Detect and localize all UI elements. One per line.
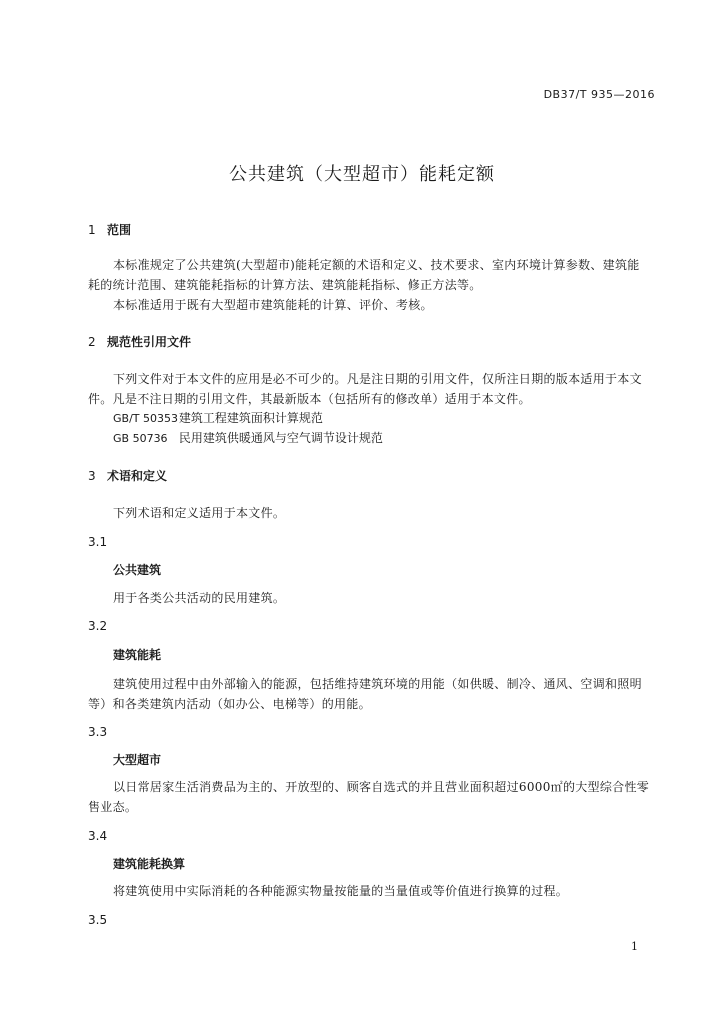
section-number: 3 (88, 469, 96, 483)
term-number: 3.1 (88, 535, 108, 549)
term-definition (88, 588, 656, 608)
paragraph-line: 耗的统计范围、建筑能耗指标的计算方法、建筑能耗指标、修正方法等。 (88, 278, 482, 292)
term-definition (88, 674, 656, 714)
paragraph-line: 下列术语和定义适用于本文件。 (113, 506, 286, 520)
paragraph-line: 本标准规定了公共建筑(大型超市)能耗定额的术语和定义、技术要求、室内环境计算参数、建筑能 (113, 258, 640, 272)
section-title: 范围 (107, 223, 132, 237)
term-definition (88, 777, 656, 817)
scope-paragraph (88, 255, 656, 315)
section-number: 1 (88, 223, 96, 237)
terms-intro (88, 503, 656, 523)
paragraph-line: 等）和各类建筑内活动（如办公、电梯等）的用能。 (88, 697, 371, 711)
paragraph-line: 件。凡是不注日期的引用文件，其最新版本（包括所有的修改单）适用于本文件。 (88, 392, 531, 406)
paragraph-line: 售业态。 (88, 800, 138, 814)
paragraph-line: 以日常居家生活消费品为主的、开放型的、顾客自选式的并且营业面积超过6000㎡的大型综合性零 (113, 780, 650, 794)
references-paragraph (88, 369, 656, 409)
standard-code: DB37/T 935—2016 (543, 88, 655, 101)
paragraph-line: 本标准适用于既有大型超市建筑能耗的计算、评价、考核。 (113, 298, 433, 312)
term-number: 3.5 (88, 913, 108, 927)
term-number: 3.2 (88, 619, 108, 633)
term-name: 公共建筑 (113, 563, 162, 577)
section-title: 规范性引用文件 (107, 335, 192, 349)
term-name: 建筑能耗 (113, 648, 162, 662)
reference-code: GB/T 50353 (113, 412, 178, 425)
reference-code: GB 50736 (113, 432, 168, 445)
paragraph-line: 下列文件对于本文件的应用是必不可少的。凡是注日期的引用文件，仅所注日期的版本适用于本文 (113, 372, 642, 386)
paragraph-line: 建筑使用过程中由外部输入的能源，包括维持建筑环境的用能（如供暖、制冷、通风、空调和照明 (113, 677, 642, 691)
term-name: 建筑能耗换算 (113, 857, 186, 871)
paragraph-line: 将建筑使用中实际消耗的各种能源实物量按能量的当量值或等价值进行换算的过程。 (113, 884, 569, 898)
term-number: 3.3 (88, 725, 108, 739)
document-title: 公共建筑（大型超市）能耗定额 (229, 164, 495, 185)
section-heading-normative-references (88, 333, 191, 350)
term-name: 大型超市 (113, 753, 162, 767)
section-title: 术语和定义 (107, 469, 168, 483)
section-number: 2 (88, 335, 96, 349)
reference-title: 建筑工程建筑面积计算规范 (178, 411, 323, 425)
section-heading-scope (88, 221, 131, 238)
reference-item (113, 409, 323, 426)
page-number: 1 (631, 940, 638, 953)
section-heading-terms-definitions (88, 467, 167, 484)
reference-item (113, 429, 383, 446)
term-definition (88, 881, 656, 901)
reference-title: 民用建筑供暖通风与空气调节设计规范 (178, 431, 383, 445)
term-number: 3.4 (88, 829, 108, 843)
paragraph-line: 用于各类公共活动的民用建筑。 (113, 591, 286, 605)
